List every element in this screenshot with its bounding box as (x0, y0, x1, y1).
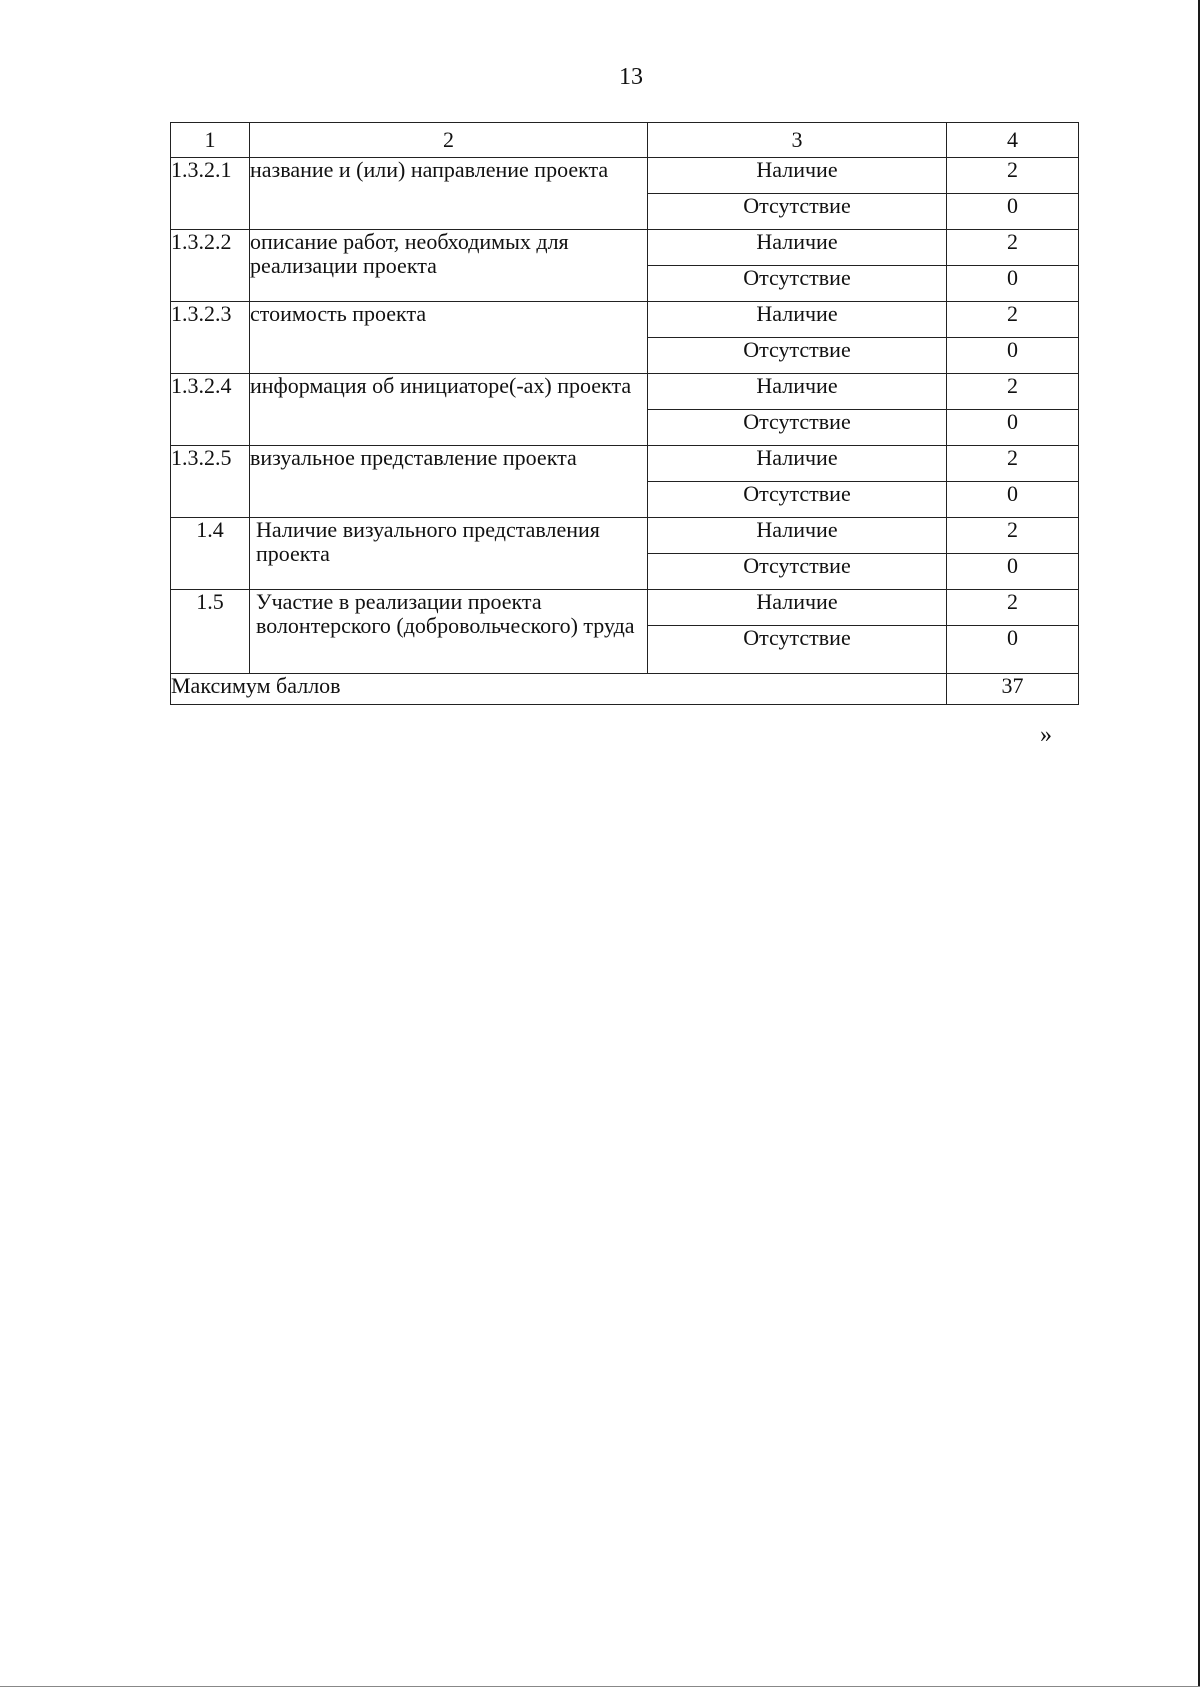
option-score: 0 (947, 626, 1079, 674)
page-number: 13 (619, 64, 643, 90)
row-number: 1.3.2.1 (171, 158, 250, 230)
row-number: 1.4 (171, 518, 250, 590)
table-row (171, 230, 1079, 266)
option-label: Отсутствие (648, 338, 947, 374)
total-row (171, 674, 1079, 705)
option-label: Отсутствие (648, 194, 947, 230)
header-cell-4: 4 (947, 123, 1079, 158)
option-score: 0 (947, 410, 1079, 446)
row-number: 1.3.2.3 (171, 302, 250, 374)
row-description: визуальное представление проекта (250, 446, 648, 518)
header-cell-2: 2 (250, 123, 648, 158)
option-score: 0 (947, 482, 1079, 518)
option-score: 0 (947, 266, 1079, 302)
option-score: 2 (947, 230, 1079, 266)
total-value: 37 (947, 674, 1079, 705)
table-header-row (171, 123, 1079, 158)
table-row (171, 158, 1079, 194)
scoring-table (170, 122, 1079, 705)
option-label: Отсутствие (648, 266, 947, 302)
table-row (171, 518, 1079, 554)
option-score: 0 (947, 194, 1079, 230)
closing-quote: » (1040, 722, 1052, 748)
option-label: Наличие (648, 518, 947, 554)
header-cell-3: 3 (648, 123, 947, 158)
option-score: 2 (947, 518, 1079, 554)
option-score: 2 (947, 590, 1079, 626)
option-score: 2 (947, 158, 1079, 194)
row-number: 1.3.2.4 (171, 374, 250, 446)
row-description: название и (или) направление проекта (250, 158, 648, 230)
row-description: Наличие визуального представления проекта (250, 518, 648, 590)
table-row (171, 374, 1079, 410)
total-label: Максимум баллов (171, 674, 947, 705)
table-row (171, 446, 1079, 482)
row-number: 1.3.2.2 (171, 230, 250, 302)
option-label: Отсутствие (648, 554, 947, 590)
row-description: описание работ, необходимых для реализации проекта (250, 230, 648, 302)
option-label: Наличие (648, 302, 947, 338)
option-label: Отсутствие (648, 626, 947, 674)
option-label: Наличие (648, 158, 947, 194)
header-cell-1: 1 (171, 123, 250, 158)
option-score: 2 (947, 302, 1079, 338)
table-row (171, 302, 1079, 338)
option-label: Наличие (648, 590, 947, 626)
option-label: Наличие (648, 446, 947, 482)
option-score: 0 (947, 554, 1079, 590)
row-description: стоимость проекта (250, 302, 648, 374)
option-score: 2 (947, 374, 1079, 410)
option-score: 0 (947, 338, 1079, 374)
option-score: 2 (947, 446, 1079, 482)
row-number: 1.5 (171, 590, 250, 674)
option-label: Отсутствие (648, 482, 947, 518)
row-description: Участие в реализации проекта волонтерского (добровольческого) труда (250, 590, 648, 674)
option-label: Отсутствие (648, 410, 947, 446)
table-row (171, 590, 1079, 626)
option-label: Наличие (648, 374, 947, 410)
row-description: информация об инициаторе(-ах) проекта (250, 374, 648, 446)
row-number: 1.3.2.5 (171, 446, 250, 518)
option-label: Наличие (648, 230, 947, 266)
